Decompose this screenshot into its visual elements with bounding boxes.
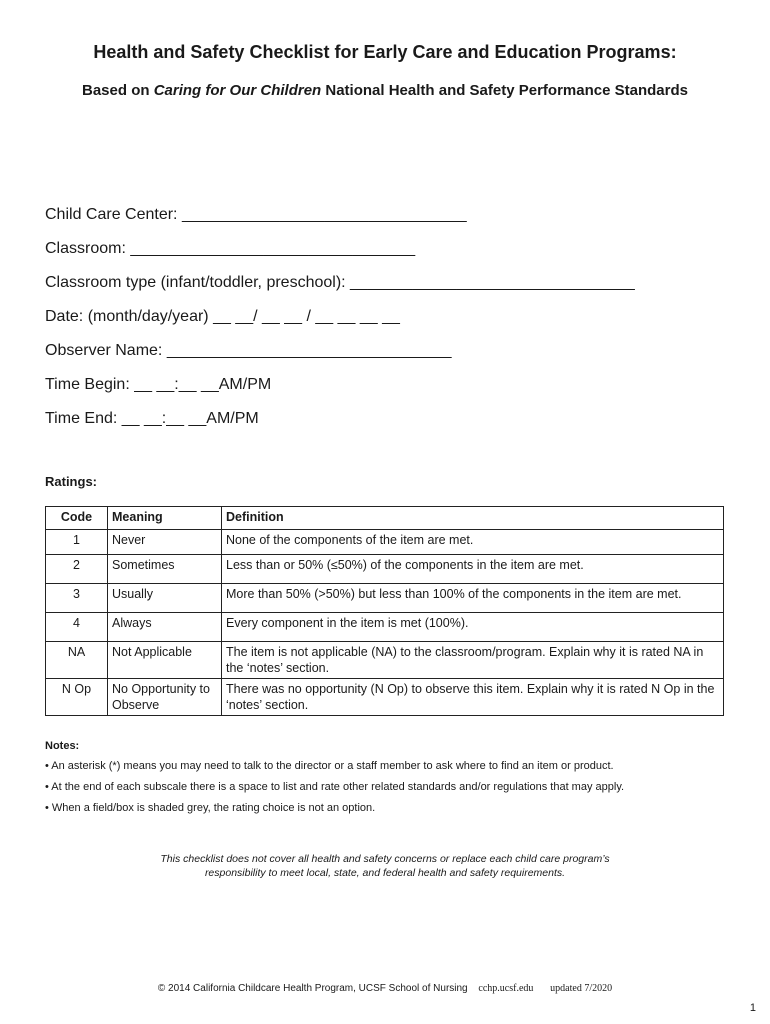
table-row — [46, 555, 724, 584]
definition-cell: Less than or 50% (≤50%) of the components in the item are met. — [222, 555, 724, 584]
document-subtitle — [0, 82, 770, 99]
notes-section — [45, 740, 745, 823]
definition-cell: Every component in the item is met (100%). — [222, 613, 724, 642]
table-row — [46, 530, 724, 555]
meaning-cell: Always — [108, 613, 222, 642]
table-header-row — [46, 507, 724, 530]
meaning-cell: Sometimes — [108, 555, 222, 584]
meaning-cell: Never — [108, 530, 222, 555]
header-code: Code — [46, 507, 108, 530]
time-end-field[interactable]: Time End: __ __:__ __AM/PM — [45, 410, 259, 427]
subtitle-prefix: Based on — [82, 82, 154, 99]
note-item: • When a field/box is shaded grey, the rating choice is not an option. — [45, 802, 376, 814]
code-cell: 4 — [46, 613, 108, 642]
definition-cell: None of the components of the item are met. — [222, 530, 724, 555]
code-cell: NA — [46, 642, 108, 679]
footer-link[interactable]: cchp.ucsf.edu — [478, 983, 534, 994]
ratings-table — [45, 506, 724, 716]
table-row — [46, 642, 724, 679]
header-definition: Definition — [222, 507, 724, 530]
header-meaning: Meaning — [108, 507, 222, 530]
notes-label: Notes: — [45, 740, 80, 752]
meaning-cell: Not Applicable — [108, 642, 222, 679]
footer — [0, 983, 770, 994]
form-fields — [45, 203, 745, 441]
date-field[interactable]: Date: (month/day/year) __ __/ __ __ / __ __ __ __ — [45, 308, 400, 325]
table-row — [46, 613, 724, 642]
meaning-cell: No Opportunity to Observe — [108, 679, 222, 716]
definition-cell: More than 50% (>50%) but less than 100% of the components in the item are met. — [222, 584, 724, 613]
ratings-label: Ratings: — [45, 474, 97, 489]
note-item: • An asterisk (*) means you may need to talk to the director or a staff member to ask where to find an item or product. — [45, 760, 614, 772]
observer-name-field[interactable]: Observer Name: ________________________________ — [45, 342, 452, 359]
disclaimer — [100, 852, 670, 880]
code-cell: N Op — [46, 679, 108, 716]
footer-copyright: © 2014 California Childcare Health Program, UCSF School of Nursing — [157, 983, 468, 994]
subtitle-italic: Caring for Our Children — [153, 82, 322, 99]
disclaimer-line: This checklist does not cover all health and safety concerns or replace each child care program’s — [160, 853, 610, 865]
table-row — [46, 584, 724, 613]
time-begin-field[interactable]: Time Begin: __ __:__ __AM/PM — [45, 376, 272, 393]
page-number: 1 — [749, 1002, 756, 1014]
child-care-center-field[interactable]: Child Care Center: ________________________________ — [45, 206, 467, 223]
code-cell: 2 — [46, 555, 108, 584]
code-cell: 1 — [46, 530, 108, 555]
table-row — [46, 679, 724, 716]
subtitle-suffix: National Health and Safety Performance Standards — [321, 82, 688, 99]
definition-cell: The item is not applicable (NA) to the classroom/program. Explain why it is rated NA in the ‘notes’ section. — [222, 642, 724, 679]
definition-cell: There was no opportunity (N Op) to observe this item. Explain why it is rated N Op in the ‘notes’ section. — [222, 679, 724, 716]
disclaimer-line: responsibility to meet local, state, and federal health and safety requirements. — [204, 867, 566, 879]
note-item: • At the end of each subscale there is a space to list and rate other related standards and/or regulations that may apply. — [45, 781, 625, 793]
document-title: Health and Safety Checklist for Early Care and Education Programs: — [93, 42, 677, 62]
code-cell: 3 — [46, 584, 108, 613]
classroom-field[interactable]: Classroom: ________________________________ — [45, 240, 416, 257]
footer-updated: updated 7/2020 — [550, 983, 613, 994]
meaning-cell: Usually — [108, 584, 222, 613]
classroom-type-field[interactable]: Classroom type (infant/toddler, preschool): ________________________________ — [45, 274, 635, 291]
